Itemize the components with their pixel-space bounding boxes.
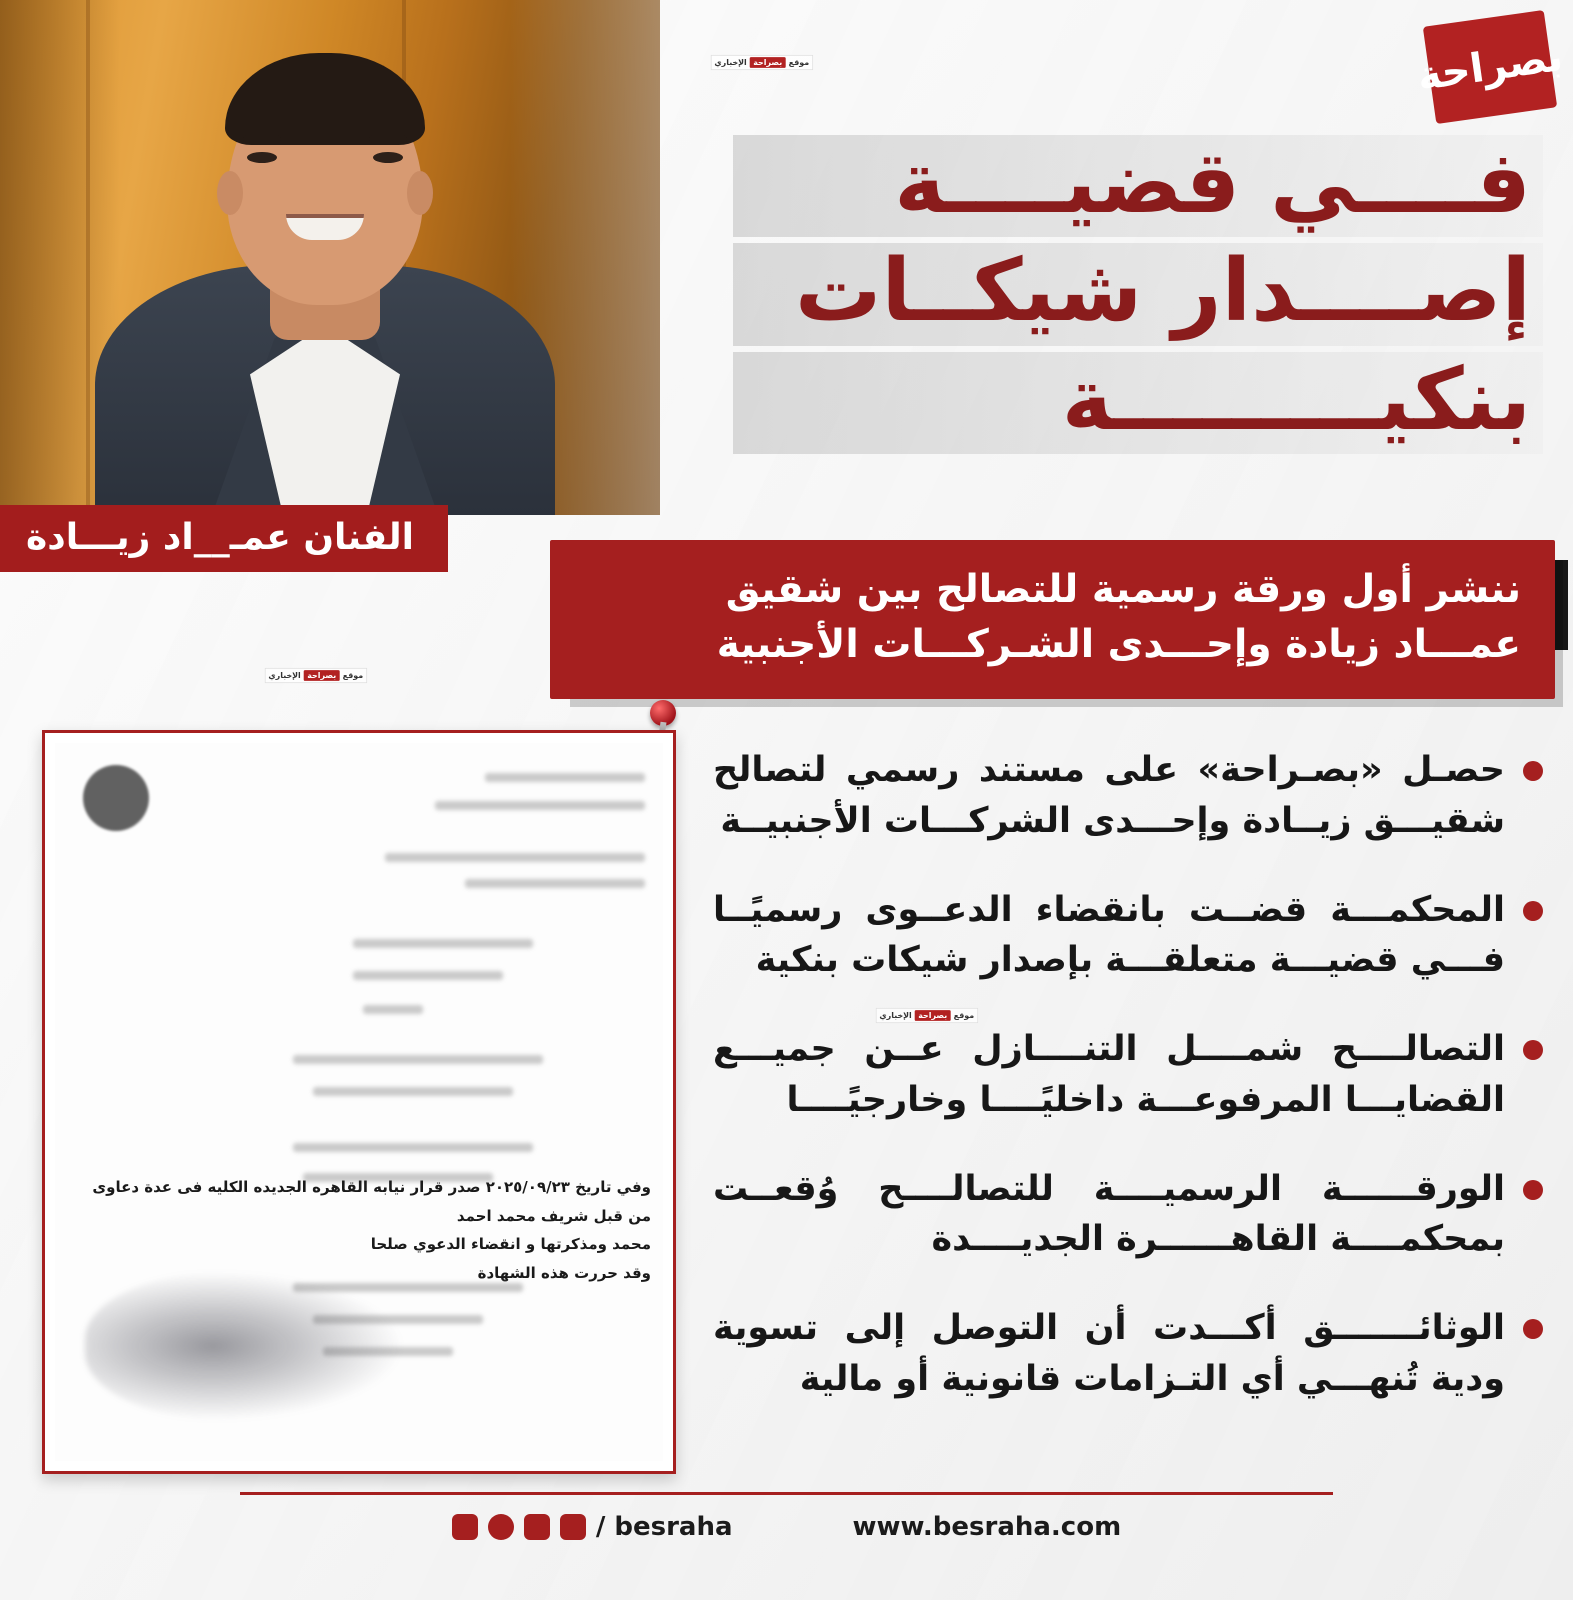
sub-headline-line-1: ننشر أول ورقة رسمية للتصالح بين شقيق <box>725 567 1521 612</box>
document-page <box>55 743 663 1461</box>
background-door-line <box>86 0 90 515</box>
besraha-logo: بصراحة <box>1423 10 1557 124</box>
document-seal <box>83 765 149 831</box>
twitter-icon[interactable] <box>488 1514 514 1540</box>
portrait-photo <box>0 0 660 515</box>
bullet-dot-icon <box>1523 761 1543 781</box>
document-scan[interactable] <box>42 730 676 1474</box>
document-readable-text <box>67 1173 651 1287</box>
bullet-list <box>713 745 1543 1443</box>
sub-headline-line-2: عمـــاد زيادة وإحـــدى الشـركـــات الأجنبية <box>716 622 1521 668</box>
bullet-dot-icon <box>1523 1319 1543 1339</box>
watermark-suffix: الإخباري <box>879 1010 913 1021</box>
watermark-prefix: موقع <box>789 57 810 68</box>
headline-line-1: فــــي قضيــــة <box>733 135 1543 237</box>
document-text-line-2: محمد ومذكرتها و انقضاء الدعوي صلحا <box>370 1235 651 1253</box>
social-handle: / besraha <box>595 1512 733 1542</box>
headline-line-2: إصــــدار شيكــات <box>733 243 1543 345</box>
document-text-line-1: وفي تاريخ ٢٠٢٥/٠٩/٢٣ صدر قرار نيابه القاهره الجديده الكليه فى عدة دعاوى من قبل شريف محمد احمد <box>92 1178 651 1225</box>
headline-line-3: بنكيـــــــــة <box>733 352 1543 454</box>
watermark-prefix: موقع <box>342 670 364 681</box>
social-links[interactable] <box>452 1512 733 1542</box>
website-url[interactable]: www.besraha.com <box>852 1512 1122 1542</box>
watermark-prefix: موقع <box>954 1010 975 1021</box>
watermark-suffix: الإخباري <box>268 670 301 681</box>
watermark-brand: بصراحة <box>750 57 786 68</box>
list-item <box>713 745 1543 847</box>
bullet-text: المحكمـــة قضــت بانقضاء الدعــوى رسميًــا فـــي قضيـــة متعلقـــة بإصدار شيكات بنكية <box>713 889 1505 981</box>
bullet-text: الورقــــــة الرسميــــة للتصالــــح وُقعــت بمحكمــــة القاهــــــرة الجديــــدة <box>713 1168 1505 1260</box>
document-text-line-3: وقد حررت هذه الشهادة <box>477 1263 651 1282</box>
sub-headline-banner <box>550 540 1555 699</box>
bullet-dot-icon <box>1523 1180 1543 1200</box>
youtube-icon[interactable] <box>560 1514 586 1540</box>
pin-icon <box>650 700 676 726</box>
list-item <box>713 1024 1543 1126</box>
facebook-icon[interactable] <box>452 1514 478 1540</box>
footer-divider <box>240 1492 1333 1495</box>
document-signature <box>85 1271 405 1421</box>
instagram-icon[interactable] <box>524 1514 550 1540</box>
bullet-dot-icon <box>1523 901 1543 921</box>
bullet-text: حصـل «بصـراحة» على مستند رسمي لتصالح شقيـــق زيــادة وإحـــدى الشركـــات الأجنبيــة <box>713 750 1505 841</box>
watermark-suffix: الإخباري <box>714 57 748 68</box>
list-item <box>713 1303 1543 1405</box>
portrait-figure <box>95 75 555 515</box>
list-item <box>713 885 1543 987</box>
watermark-brand: بصراحة <box>304 670 340 681</box>
watermark-chip <box>711 55 813 70</box>
watermark-chip <box>265 668 367 683</box>
footer <box>0 1512 1573 1542</box>
bullet-text: التصالــــح شمــــل التنــــازل عــن جميـــع القضايـــا المرفوعـــة داخليًــــا وخارجيًــــا <box>713 1029 1505 1120</box>
bullet-dot-icon <box>1523 1040 1543 1060</box>
page-title <box>733 135 1543 460</box>
bullet-text: الوثائـــــــق أكـــدت أن التوصل إلى تسوية ودية تُنهـــي أي التـزامات قانونية أو مالية <box>713 1308 1505 1399</box>
list-item <box>713 1164 1543 1266</box>
artist-name-badge: الفنان عمـ__اد زيـــادة <box>0 505 448 572</box>
watermark-brand: بصراحة <box>915 1010 951 1021</box>
